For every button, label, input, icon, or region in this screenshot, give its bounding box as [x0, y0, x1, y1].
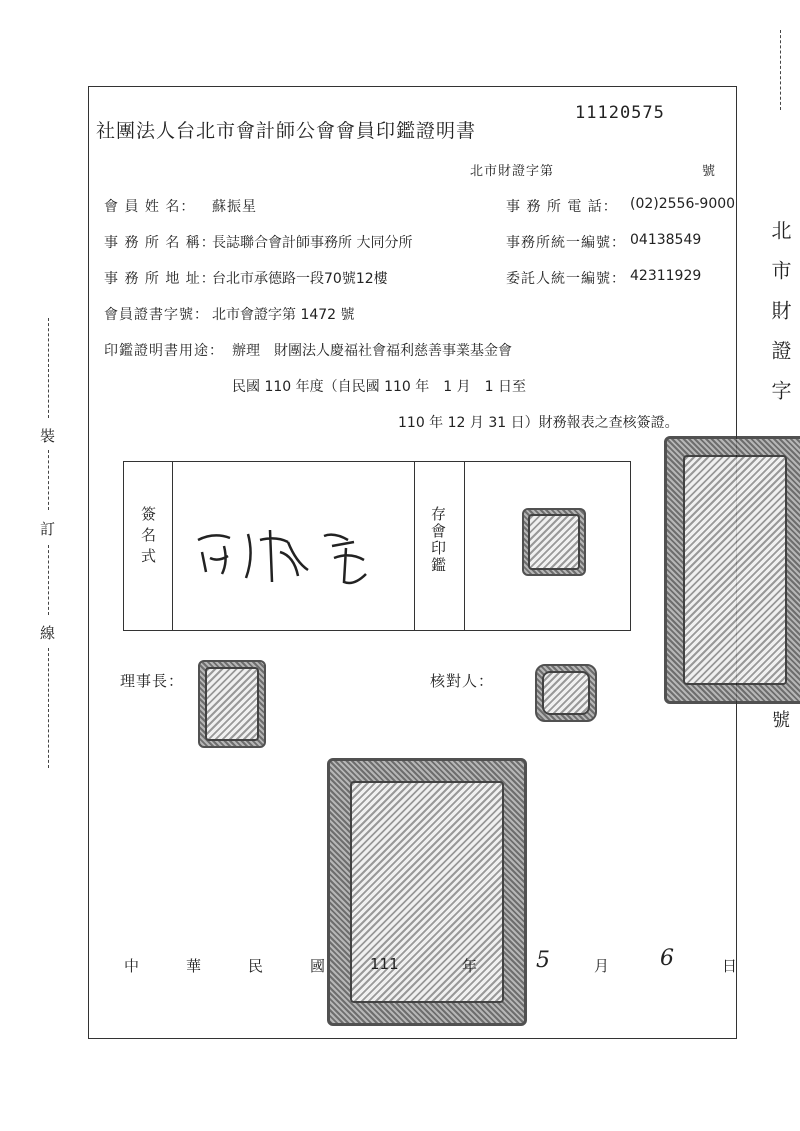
member-name: 蘇振星 [212, 199, 257, 215]
page-border-bottom [88, 1038, 736, 1039]
office-name: 長誌聯合會計師事務所 大同分所 [212, 235, 413, 251]
office-phone: (02)2556-9000 [630, 196, 736, 212]
date-char-zhong: 中 [124, 957, 140, 975]
page-border-top [88, 86, 736, 87]
office-address-label: 事 務 所 地 址： [104, 271, 216, 287]
office-address: 台北市承德路一段70號12樓 [212, 271, 388, 287]
license-number: 北市會證字第 1472 號 [212, 307, 355, 323]
office-tax-id-label: 事務所統一編號： [506, 235, 626, 251]
registered-seal-stamp [522, 508, 586, 576]
purpose-line-2: 民國 110 年度（自民國 110 年 1 月 1 日至 [232, 379, 526, 395]
page-border-left [88, 86, 89, 1039]
binding-dash-1 [48, 318, 49, 418]
purpose-line-1: 辦理 財團法人慶福社會福利慈善事業基金會 [232, 343, 512, 359]
binding-dash-4 [48, 648, 49, 768]
purpose-line-3: 110 年 12 月 31 日）財務報表之查核簽證。 [398, 415, 679, 431]
seal-label: 存會印鑑 [429, 506, 447, 574]
date-year-label: 年 [462, 957, 478, 975]
right-fragment-end: 號 [772, 710, 791, 731]
cert-number-suffix: 號 [702, 164, 717, 179]
office-name-label: 事 務 所 名 稱： [104, 235, 216, 251]
client-tax-id: 42311929 [630, 268, 702, 284]
binding-char-1: 裝 [40, 427, 57, 445]
binding-char-2: 訂 [40, 520, 57, 538]
document-title: 社團法人台北市會計師公會會員印鑑證明書 [96, 120, 477, 142]
association-seal-stamp-center [327, 758, 527, 1026]
chairman-seal-stamp [198, 660, 266, 748]
association-seal-stamp-right [664, 436, 800, 704]
client-tax-id-label: 委託人統一編號： [506, 271, 626, 287]
office-phone-label: 事 務 所 電 話： [506, 199, 618, 215]
signature-box [123, 461, 631, 631]
date-char-hua: 華 [186, 957, 202, 975]
binding-char-3: 線 [40, 624, 57, 642]
purpose-label: 印鑑證明書用途： [104, 343, 224, 359]
date-day: 6 [660, 946, 674, 971]
date-char-guo: 國 [310, 957, 326, 975]
checker-seal-stamp [535, 664, 597, 722]
member-name-label: 會 員 姓 名： [104, 199, 196, 215]
date-year: 111 [370, 955, 399, 973]
date-day-label: 日 [722, 957, 738, 975]
signature-label: 簽名式 [139, 506, 157, 569]
binding-dash-2 [48, 450, 49, 510]
date-month-label: 月 [594, 957, 610, 975]
checker-label: 核對人： [430, 672, 495, 690]
chairman-label: 理事長： [120, 672, 185, 690]
right-edge-mark [780, 30, 781, 110]
office-tax-id: 04138549 [630, 232, 702, 248]
license-label: 會員證書字號： [104, 307, 209, 323]
right-fragment-text: 北市財證字 [768, 220, 792, 420]
handwritten-signature [184, 512, 406, 592]
binding-dash-3 [48, 545, 49, 615]
date-char-min: 民 [248, 957, 264, 975]
serial-number: 11120575 [575, 103, 665, 123]
cert-number-prefix: 北市財證字第 [470, 164, 555, 179]
date-month: 5 [536, 948, 550, 973]
